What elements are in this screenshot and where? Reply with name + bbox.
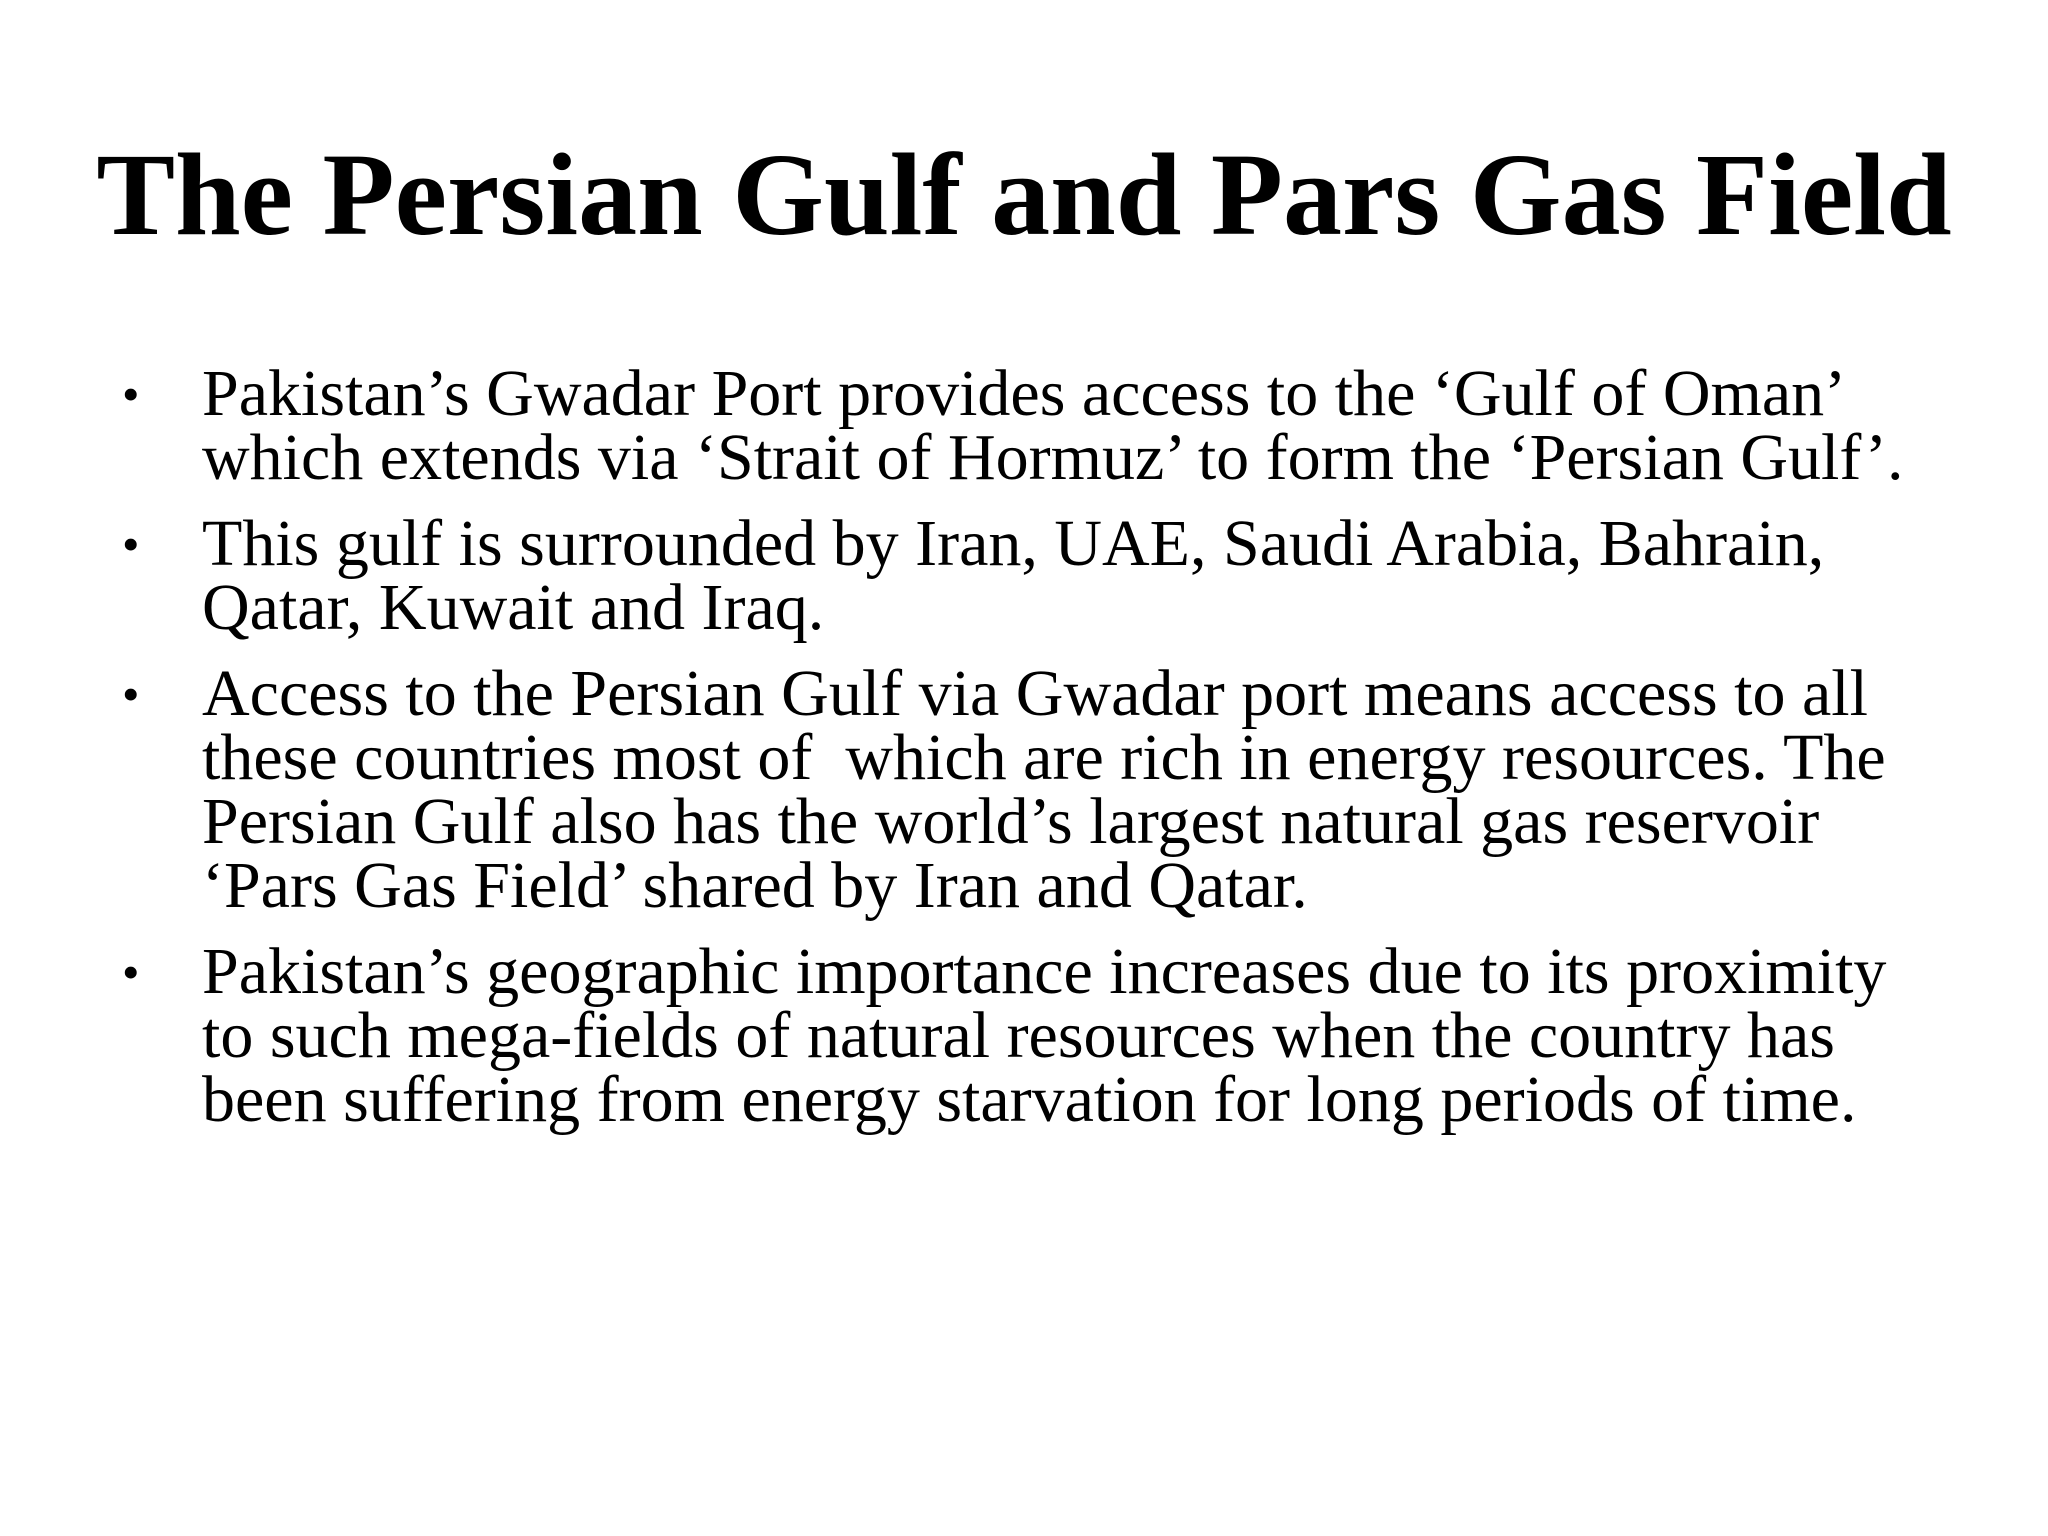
bullet-item — [122, 357, 1942, 494]
bullet-text: Pakistan’s Gwadar Port provides access to the ‘Gulf of Oman’ which extends via ‘Strait of Hormuz’ to form the ‘Persian Gulf’. — [202, 357, 1904, 494]
bullet-marker: • — [122, 366, 140, 422]
bullet-item — [122, 935, 1942, 1136]
bullet-list — [122, 357, 1942, 1154]
bullet-item — [122, 657, 1942, 922]
bullet-text: Pakistan’s geographic importance increases due to its proximity to such mega-fields of natural resources when the country has been suffering from energy starvation for long periods of time. — [202, 935, 1903, 1136]
bullet-marker: • — [122, 944, 140, 1000]
slide-title: The Persian Gulf and Pars Gas Field — [96, 129, 1952, 260]
bullet-marker: • — [122, 666, 140, 722]
bullet-marker: • — [122, 516, 140, 572]
bullet-text: This gulf is surrounded by Iran, UAE, Saudi Arabia, Bahrain, Qatar, Kuwait and Iraq. — [202, 507, 1841, 644]
bullet-text: Access to the Persian Gulf via Gwadar port means access to all these countries most of which are rich in energy resources. The Persian Gulf also has the world’s largest natural gas reservoir ‘Pars Gas Field’ shared by Iran and Qatar. — [202, 657, 1903, 922]
bullet-item — [122, 507, 1942, 644]
